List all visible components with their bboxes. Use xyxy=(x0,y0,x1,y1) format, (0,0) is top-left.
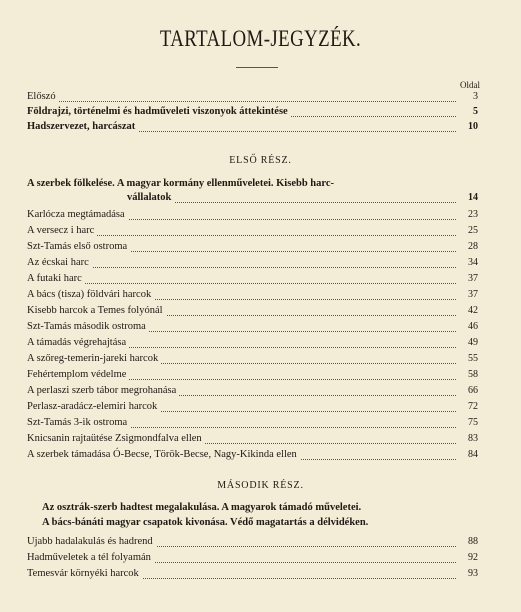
leader-dots xyxy=(27,100,456,102)
toc-entry-title: Az écskai harc xyxy=(27,256,92,270)
part-two-intro-line2: A bács-bánáti magyar csapatok kivonása. Védő magatartás a délvidéken. xyxy=(42,517,369,528)
page-title: TARTALOM-JEGYZÉK. xyxy=(159,26,362,51)
toc-entry-page: 58 xyxy=(458,368,478,382)
toc-entry-title: A szőreg-temerin-jareki harcok xyxy=(27,352,161,366)
toc-entry-page: 3 xyxy=(458,90,478,104)
toc-entry-page: 14 xyxy=(458,191,478,205)
toc-entry-title: Ujabb hadalakulás és hadrend xyxy=(27,535,156,549)
toc-entry-page: 66 xyxy=(458,384,478,398)
part-two-heading: MÁSODIK RÉSZ. xyxy=(217,480,304,491)
toc-entry xyxy=(27,551,478,565)
toc-entry-title: Knicsanin rajtaütése Zsigmondfalva ellen xyxy=(27,432,205,446)
toc-entry-page: 46 xyxy=(458,320,478,334)
part-one-intro-line1: A szerbek fölkelése. A magyar kormány ellenműveletei. Kisebb harc- xyxy=(27,178,334,189)
toc-entry xyxy=(27,304,478,318)
toc-entry-title: A bács (tisza) földvári harcok xyxy=(27,288,154,302)
toc-entry-title: Szt-Tamás második ostroma xyxy=(27,320,149,334)
toc-entry xyxy=(27,90,478,104)
toc-entry xyxy=(27,336,478,350)
toc-entry-page: 37 xyxy=(458,288,478,302)
toc-entry-page: 49 xyxy=(458,336,478,350)
leader-dots xyxy=(127,201,456,203)
toc-entry-page: 92 xyxy=(458,551,478,565)
toc-entry xyxy=(27,400,478,414)
toc-entry-page: 84 xyxy=(458,448,478,462)
toc-entry xyxy=(27,432,478,446)
toc-entry xyxy=(27,272,478,286)
toc-entry-title: A perlaszi szerb tábor megrohanása xyxy=(27,384,179,398)
toc-entry-title: Szt-Tamás első ostroma xyxy=(27,240,130,254)
toc-entry-title: Előszó xyxy=(27,90,59,104)
part-one-intro-entry xyxy=(27,191,478,205)
toc-entry-page: 10 xyxy=(458,120,478,134)
toc-entry-page: 55 xyxy=(458,352,478,366)
toc-entry xyxy=(27,567,478,581)
toc-entry-page: 83 xyxy=(458,432,478,446)
toc-entry-page: 25 xyxy=(458,224,478,238)
toc-entry-page: 88 xyxy=(458,535,478,549)
toc-entry xyxy=(27,224,478,238)
toc-entry xyxy=(27,256,478,270)
toc-entry-title: A támadás végrehajtása xyxy=(27,336,129,350)
toc-entry xyxy=(27,208,478,222)
toc-entry-page: 93 xyxy=(458,567,478,581)
toc-entry xyxy=(27,352,478,366)
toc-entry-page: 34 xyxy=(458,256,478,270)
toc-entry-title: Hadműveletek a tél folyamán xyxy=(27,551,154,565)
toc-entry-title: Szt-Tamás 3-ik ostroma xyxy=(27,416,130,430)
part-two-intro-line1: Az osztrák-szerb hadtest megalakulása. A magyarok támadó műveletei. xyxy=(42,502,362,513)
toc-entry-title: A szerbek támadása Ó-Becse, Török-Becse, Nagy-Kikinda ellen xyxy=(27,448,300,462)
toc-entry-page: 72 xyxy=(458,400,478,414)
toc-entry-title: A futaki harc xyxy=(27,272,85,286)
toc-entry xyxy=(27,320,478,334)
toc-entry-page: 28 xyxy=(458,240,478,254)
toc-entry xyxy=(27,448,478,462)
toc-entry-title: Kisebb harcok a Temes folyónál xyxy=(27,304,166,318)
title-rule xyxy=(236,67,278,68)
toc-entry-title: Földrajzi, történelmi és hadműveleti viszonyok áttekintése xyxy=(27,105,291,119)
toc-entry-title: Fehértemplom védelme xyxy=(27,368,129,382)
toc-entry-page: 42 xyxy=(458,304,478,318)
toc-entry xyxy=(27,120,478,134)
toc-entry-page: 37 xyxy=(458,272,478,286)
toc-entry xyxy=(27,416,478,430)
toc-entry xyxy=(27,105,478,119)
toc-entry-title: Perlasz-aradácz-elemiri harcok xyxy=(27,400,160,414)
toc-entry-title: Karlócza megtámadása xyxy=(27,208,128,222)
toc-entry xyxy=(27,368,478,382)
toc-entry xyxy=(27,240,478,254)
toc-entry-title: Hadszervezet, harcászat xyxy=(27,120,138,134)
toc-entry-page: 75 xyxy=(458,416,478,430)
leader-dots xyxy=(27,282,456,284)
part-one-heading: ELSŐ RÉSZ. xyxy=(229,155,292,166)
toc-entry-page: 5 xyxy=(458,105,478,119)
part-one-intro-line2: vállalatok xyxy=(127,191,174,205)
toc-entry xyxy=(27,384,478,398)
page-column-header: Oldal xyxy=(460,80,480,90)
toc-entry-page: 23 xyxy=(458,208,478,222)
toc-entry xyxy=(27,535,478,549)
toc-entry-title: Temesvár környéki harcok xyxy=(27,567,142,581)
toc-entry xyxy=(27,288,478,302)
toc-entry-title: A versecz i harc xyxy=(27,224,97,238)
